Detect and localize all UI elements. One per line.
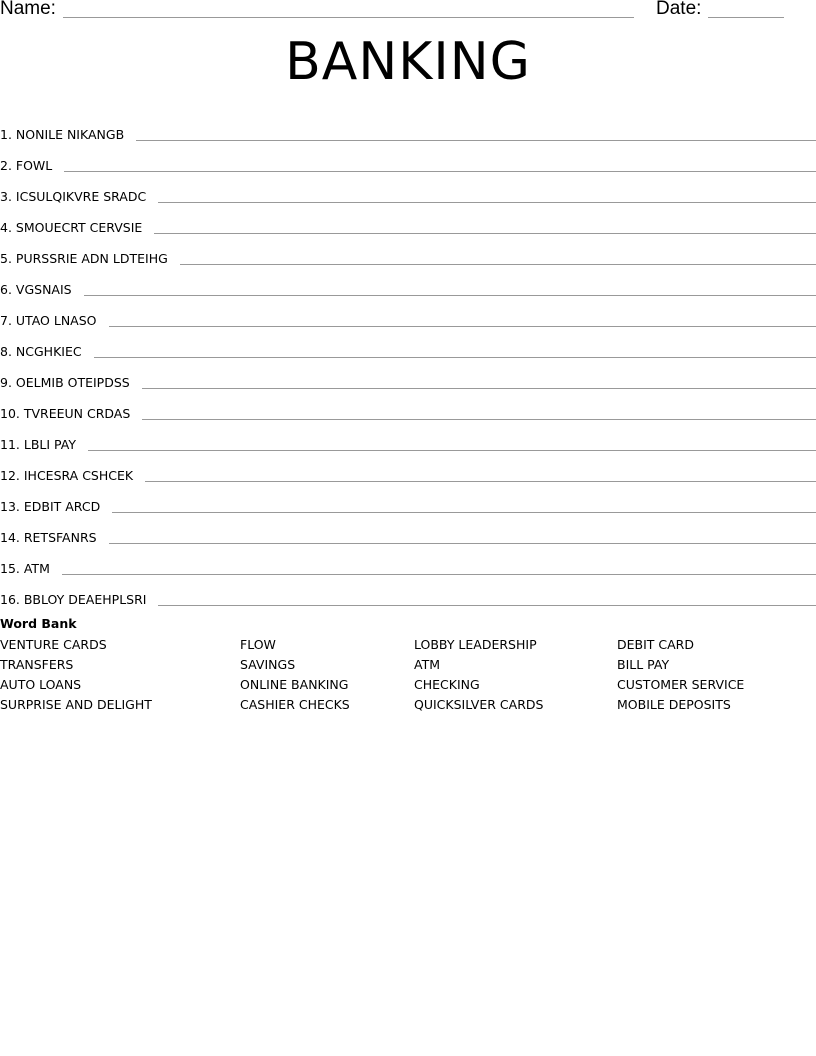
question-row: [0, 143, 816, 174]
answer-line[interactable]: [94, 357, 816, 358]
question-row: [0, 422, 816, 453]
word-bank: [0, 615, 816, 715]
word-bank-item: BILL PAY: [617, 657, 670, 672]
word-bank-item: CASHIER CHECKS: [240, 697, 350, 712]
word-bank-item: QUICKSILVER CARDS: [414, 697, 544, 712]
word-bank-item: CHECKING: [414, 677, 480, 692]
page-title: BANKING: [285, 32, 531, 92]
question-row: [0, 546, 816, 577]
question-row: [0, 329, 816, 360]
word-bank-item: MOBILE DEPOSITS: [617, 697, 731, 712]
word-bank-item: SURPRISE AND DELIGHT: [0, 697, 152, 712]
question-row: [0, 298, 816, 329]
word-bank-item: LOBBY LEADERSHIP: [414, 637, 537, 652]
answer-line[interactable]: [109, 326, 816, 327]
question-text: 12. IHCESRA CSHCEK: [0, 468, 134, 483]
name-label: Name:: [0, 0, 56, 19]
word-bank-item: ONLINE BANKING: [240, 677, 349, 692]
question-text: 11. LBLI PAY: [0, 437, 76, 452]
answer-line[interactable]: [88, 450, 816, 451]
question-text: 1. NONILE NIKANGB: [0, 127, 125, 142]
question-row: [0, 484, 816, 515]
question-text: 8. NCGHKIEC: [0, 344, 82, 359]
question-text: 15. ATM: [0, 561, 50, 576]
question-row: [0, 236, 816, 267]
question-row: [0, 391, 816, 422]
date-line[interactable]: [708, 17, 784, 18]
question-text: 9. OELMIB OTEIPDSS: [0, 375, 130, 390]
question-list: [0, 112, 816, 608]
answer-line[interactable]: [142, 388, 816, 389]
question-text: 3. ICSULQIKVRE SRADC: [0, 189, 147, 204]
answer-line[interactable]: [112, 512, 816, 513]
question-row: [0, 205, 816, 236]
answer-line[interactable]: [145, 481, 816, 482]
word-bank-item: CUSTOMER SERVICE: [617, 677, 745, 692]
question-text: 7. UTAO LNASO: [0, 313, 97, 328]
word-bank-item: DEBIT CARD: [617, 637, 694, 652]
date-label: Date:: [656, 0, 702, 19]
answer-line[interactable]: [142, 419, 816, 420]
answer-line[interactable]: [109, 543, 816, 544]
word-bank-item: ATM: [414, 657, 441, 672]
question-row: [0, 360, 816, 391]
answer-line[interactable]: [64, 171, 816, 172]
question-text: 5. PURSSRIE ADN LDTEIHG: [0, 251, 168, 266]
question-row: [0, 515, 816, 546]
answer-line[interactable]: [84, 295, 816, 296]
word-bank-item: AUTO LOANS: [0, 677, 82, 692]
question-row: [0, 174, 816, 205]
question-text: 13. EDBIT ARCD: [0, 499, 101, 514]
word-bank-item: TRANSFERS: [0, 657, 74, 672]
word-bank-item: SAVINGS: [240, 657, 296, 672]
answer-line[interactable]: [62, 574, 816, 575]
answer-line[interactable]: [158, 202, 816, 203]
question-text: 6. VGSNAIS: [0, 282, 72, 297]
word-bank-item: FLOW: [240, 637, 276, 652]
question-text: 16. BBLOY DEAEHPLSRI: [0, 592, 147, 607]
question-row: [0, 267, 816, 298]
answer-line[interactable]: [158, 605, 816, 606]
answer-line[interactable]: [180, 264, 816, 265]
name-line[interactable]: [63, 17, 634, 18]
question-text: 10. TVREEUN CRDAS: [0, 406, 131, 421]
word-bank-grid: [0, 635, 816, 715]
question-text: 4. SMOUECRT CERVSIE: [0, 220, 143, 235]
question-row: [0, 577, 816, 608]
question-text: 2. FOWL: [0, 158, 53, 173]
question-row: [0, 112, 816, 143]
answer-line[interactable]: [154, 233, 816, 234]
word-bank-title: Word Bank: [0, 616, 77, 631]
answer-line[interactable]: [136, 140, 816, 141]
question-text: 14. RETSFANRS: [0, 530, 97, 545]
question-row: [0, 453, 816, 484]
word-bank-item: VENTURE CARDS: [0, 637, 107, 652]
header: [0, 0, 816, 24]
